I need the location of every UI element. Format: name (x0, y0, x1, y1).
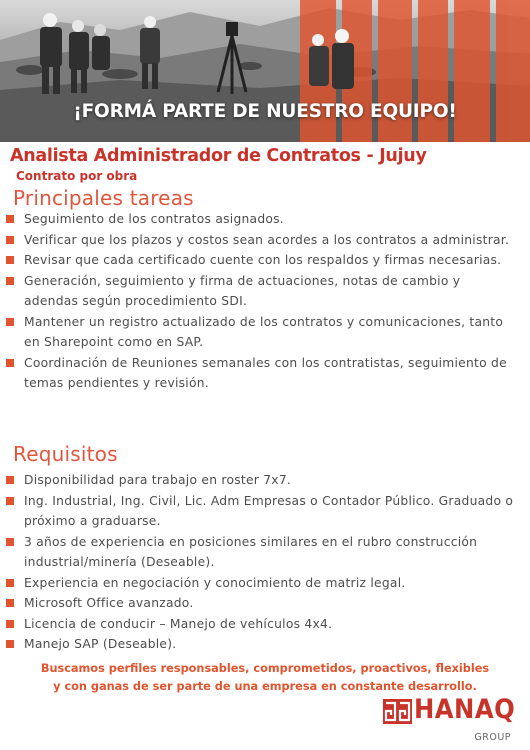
list-item-text: 3 años de experiencia en posiciones similares en el rubro construcción industrial/minería (Deseable). (24, 534, 478, 569)
list-item (0, 271, 530, 312)
list-item-text: Experiencia en negociación y conocimiento de matriz legal. (24, 575, 406, 590)
list-item (0, 634, 530, 655)
list-item-text: Disponibilidad para trabajo en roster 7x7. (24, 473, 292, 487)
list-item-text: Verificar que los plazos y costos sean acordes a los contratos a administrar. (24, 232, 510, 247)
square-bullet-icon (6, 497, 14, 505)
square-bullet-icon (6, 318, 14, 326)
list-item-text: Revisar que cada certificado cuente con los respaldos y firmas necesarias. (24, 253, 502, 267)
square-bullet-icon (6, 359, 14, 367)
square-bullet-icon (6, 215, 14, 223)
list-item-text: Manejo SAP (Deseable). (24, 637, 177, 651)
list-item-text: Microsoft Office avanzado. (24, 596, 194, 610)
hero-banner (0, 0, 530, 142)
square-bullet-icon (6, 476, 14, 484)
logo-subtitle: GROUP (474, 732, 511, 743)
closing-message (0, 660, 530, 695)
square-bullet-icon (6, 579, 14, 587)
job-title: Analista Administrador de Contratos - Jujuy (10, 146, 427, 166)
square-bullet-icon (6, 640, 14, 648)
square-bullet-icon (6, 620, 14, 628)
square-bullet-icon (6, 599, 14, 607)
list-item-text: Mantener un registro actualizado de los contratos y comunicaciones, tanto en Sharepoint como en SAP. (24, 314, 504, 349)
logo-wordmark: HANAQ (414, 694, 516, 725)
list-item-text: Seguimiento de los contratos asignados. (24, 212, 284, 226)
square-bullet-icon (6, 277, 14, 285)
hero-headline: ¡FORMÁ PARTE DE NUESTRO EQUIPO! (73, 101, 457, 122)
list-item (0, 593, 530, 614)
list-item-text: Ing. Industrial, Ing. Civil, Lic. Adm Empresas o Contador Público. Graduado o próximo a graduarse. (24, 493, 514, 528)
hanaq-logo (383, 694, 523, 747)
closing-line-2: y con ganas de ser parte de una empresa en constante desarrollo. (53, 679, 477, 693)
list-item (0, 614, 530, 635)
requisitos-list (0, 470, 530, 655)
list-item (0, 353, 530, 394)
list-item (0, 312, 530, 353)
square-bullet-icon (6, 256, 14, 264)
list-item-text: Licencia de conducir – Manejo de vehículos 4x4. (24, 616, 333, 631)
square-bullet-icon (6, 236, 14, 244)
list-item (0, 230, 530, 251)
closing-line-1: Buscamos perfiles responsables, comprometidos, proactivos, flexibles (40, 662, 490, 675)
section-heading-requisitos: Requisitos (13, 442, 118, 466)
list-item (0, 532, 530, 573)
contract-type: Contrato por obra (16, 169, 138, 183)
tareas-list (0, 209, 530, 394)
section-heading-tareas: Principales tareas (13, 186, 194, 210)
list-item (0, 470, 530, 491)
list-item (0, 573, 530, 594)
list-item (0, 491, 530, 532)
list-item (0, 209, 530, 230)
list-item-text: Coordinación de Reuniones semanales con los contratistas, seguimiento de temas pendientes y revisión. (24, 355, 507, 390)
list-item (0, 250, 530, 271)
hanaq-logo-mark-icon (383, 699, 412, 724)
square-bullet-icon (6, 538, 14, 546)
list-item-text: Generación, seguimiento y firma de actuaciones, notas de cambio y adendas según procedimiento SDI. (24, 273, 461, 308)
